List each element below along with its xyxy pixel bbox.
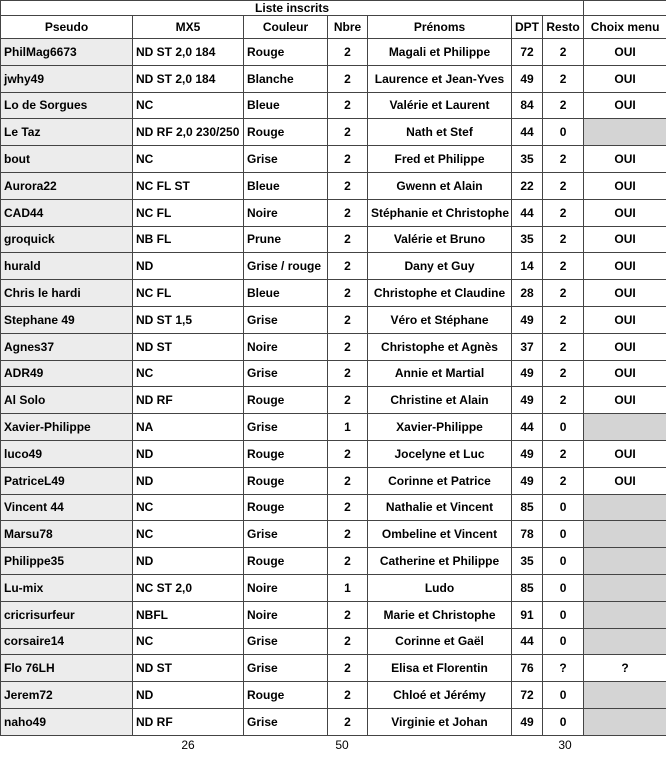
cell-nbre[interactable]: 2 [328,387,368,414]
table-row [1,360,666,387]
cell-dpt[interactable]: 84 [512,92,543,119]
table-row [1,280,666,307]
cell-choix-menu[interactable] [584,628,666,655]
cell-prenoms[interactable]: Annie et Martial [368,360,512,387]
table-row [1,682,666,709]
cell-dpt[interactable]: 44 [512,199,543,226]
cell-dpt[interactable]: 72 [512,39,543,66]
cell-dpt[interactable]: 49 [512,360,543,387]
cell-prenoms[interactable]: Corinne et Patrice [368,467,512,494]
table-body [1,39,666,736]
cell-choix-menu[interactable]: OUI [584,39,666,66]
cell-resto[interactable]: 2 [543,387,584,414]
cell-pseudo[interactable]: luco49 [1,440,133,467]
cell-dpt[interactable]: 49 [512,306,543,333]
cell-resto[interactable]: 0 [543,574,584,601]
cell-couleur[interactable]: Noire [244,199,328,226]
cell-dpt[interactable]: 85 [512,494,543,521]
cell-nbre[interactable]: 2 [328,280,368,307]
cell-dpt[interactable]: 49 [512,387,543,414]
cell-mx5[interactable]: ND [133,253,244,280]
cell-prenoms[interactable]: Valérie et Bruno [368,226,512,253]
cell-couleur[interactable]: Rouge [244,548,328,575]
cell-mx5[interactable]: ND [133,548,244,575]
cell-pseudo[interactable]: naho49 [1,708,133,735]
cell-dpt[interactable]: 44 [512,119,543,146]
cell-dpt[interactable]: 35 [512,146,543,173]
cell-nbre[interactable]: 2 [328,360,368,387]
cell-nbre[interactable]: 2 [328,253,368,280]
header-couleur: Couleur [244,16,328,39]
cell-dpt[interactable]: 78 [512,521,543,548]
cell-couleur[interactable]: Grise [244,306,328,333]
cell-dpt[interactable]: 35 [512,548,543,575]
cell-nbre[interactable]: 2 [328,467,368,494]
cell-mx5[interactable]: ND RF [133,708,244,735]
cell-couleur[interactable]: Grise [244,655,328,682]
cell-couleur[interactable]: Bleue [244,172,328,199]
title-blank-cell [584,1,666,16]
cell-pseudo[interactable]: Lo de Sorgues [1,92,133,119]
cell-couleur[interactable]: Grise [244,521,328,548]
cell-resto[interactable]: 2 [543,360,584,387]
cell-pseudo[interactable]: CAD44 [1,199,133,226]
cell-pseudo[interactable]: Jerem72 [1,682,133,709]
table-row [1,146,666,173]
cell-resto[interactable]: 2 [543,306,584,333]
cell-mx5[interactable]: NC [133,628,244,655]
cell-nbre[interactable]: 2 [328,682,368,709]
cell-prenoms[interactable]: Virginie et Johan [368,708,512,735]
cell-choix-menu[interactable]: OUI [584,65,666,92]
cell-nbre[interactable]: 2 [328,226,368,253]
cell-pseudo[interactable]: corsaire14 [1,628,133,655]
cell-couleur[interactable]: Rouge [244,39,328,66]
cell-couleur[interactable]: Rouge [244,119,328,146]
cell-pseudo[interactable]: ADR49 [1,360,133,387]
table-row [1,387,666,414]
cell-pseudo[interactable]: Le Taz [1,119,133,146]
cell-choix-menu[interactable]: OUI [584,333,666,360]
header-prenoms: Prénoms [368,16,512,39]
table-row [1,548,666,575]
cell-choix-menu[interactable]: OUI [584,280,666,307]
cell-mx5[interactable]: ND RF 2,0 230/250 [133,119,244,146]
cell-choix-menu[interactable]: OUI [584,306,666,333]
total-nbre: 50 [335,738,349,752]
cell-couleur[interactable]: Grise [244,360,328,387]
cell-dpt[interactable]: 44 [512,628,543,655]
table-row [1,628,666,655]
table-row [1,119,666,146]
cell-resto[interactable]: 2 [543,65,584,92]
title-row [1,1,666,16]
cell-dpt[interactable]: 72 [512,682,543,709]
cell-prenoms[interactable]: Chloé et Jérémy [368,682,512,709]
cell-pseudo[interactable]: PatriceL49 [1,467,133,494]
cell-pseudo[interactable]: cricrisurfeur [1,601,133,628]
cell-choix-menu[interactable]: OUI [584,360,666,387]
cell-prenoms[interactable]: Xavier-Philippe [368,414,512,441]
cell-nbre[interactable]: 2 [328,333,368,360]
cell-couleur[interactable]: Bleue [244,280,328,307]
table-row [1,253,666,280]
cell-nbre[interactable]: 2 [328,655,368,682]
cell-choix-menu[interactable]: OUI [584,226,666,253]
table-row [1,333,666,360]
cell-nbre[interactable]: 2 [328,199,368,226]
cell-mx5[interactable]: NC ST 2,0 [133,574,244,601]
cell-resto[interactable]: 0 [543,682,584,709]
cell-pseudo[interactable]: Agnes37 [1,333,133,360]
cell-choix-menu[interactable]: OUI [584,467,666,494]
cell-nbre[interactable]: 2 [328,440,368,467]
cell-pseudo[interactable]: jwhy49 [1,65,133,92]
cell-couleur[interactable]: Bleue [244,92,328,119]
cell-prenoms[interactable]: Véro et Stéphane [368,306,512,333]
cell-couleur[interactable]: Rouge [244,682,328,709]
cell-nbre[interactable]: 2 [328,548,368,575]
header-nbre: Nbre [328,16,368,39]
cell-prenoms[interactable]: Stéphanie et Christophe [368,199,512,226]
cell-pseudo[interactable]: Flo 76LH [1,655,133,682]
cell-choix-menu[interactable]: ? [584,655,666,682]
cell-prenoms[interactable]: Corinne et Gaël [368,628,512,655]
cell-resto[interactable]: 2 [543,440,584,467]
cell-mx5[interactable]: NC FL [133,280,244,307]
header-mx5: MX5 [133,16,244,39]
cell-couleur[interactable]: Rouge [244,494,328,521]
cell-resto[interactable]: 0 [543,708,584,735]
cell-mx5[interactable]: ND [133,682,244,709]
table-row [1,226,666,253]
cell-couleur[interactable]: Noire [244,333,328,360]
cell-nbre[interactable]: 1 [328,574,368,601]
cell-nbre[interactable]: 2 [328,39,368,66]
totals-row [0,738,666,752]
cell-dpt[interactable]: 49 [512,440,543,467]
cell-mx5[interactable]: ND RF [133,387,244,414]
cell-nbre[interactable]: 2 [328,172,368,199]
table-row [1,440,666,467]
header-row [1,16,666,39]
cell-mx5[interactable]: NC FL [133,199,244,226]
cell-pseudo[interactable]: Al Solo [1,387,133,414]
cell-prenoms[interactable]: Laurence et Jean-Yves [368,65,512,92]
cell-prenoms[interactable]: Magali et Philippe [368,39,512,66]
cell-pseudo[interactable]: bout [1,146,133,173]
cell-choix-menu[interactable]: OUI [584,199,666,226]
cell-mx5[interactable]: NC FL ST [133,172,244,199]
cell-choix-menu[interactable] [584,119,666,146]
cell-prenoms[interactable]: Ludo [368,574,512,601]
cell-mx5[interactable]: NA [133,414,244,441]
cell-prenoms[interactable]: Gwenn et Alain [368,172,512,199]
cell-mx5[interactable]: NC [133,494,244,521]
cell-nbre[interactable]: 1 [328,414,368,441]
cell-mx5[interactable]: ND ST [133,333,244,360]
cell-nbre[interactable]: 2 [328,494,368,521]
table-row [1,306,666,333]
cell-prenoms[interactable]: Valérie et Laurent [368,92,512,119]
cell-pseudo[interactable]: Xavier-Philippe [1,414,133,441]
table-row [1,199,666,226]
cell-couleur[interactable]: Grise [244,146,328,173]
table-row [1,601,666,628]
cell-dpt[interactable]: 22 [512,172,543,199]
cell-resto[interactable]: 0 [543,548,584,575]
cell-dpt[interactable]: 76 [512,655,543,682]
cell-dpt[interactable]: 14 [512,253,543,280]
cell-nbre[interactable]: 2 [328,65,368,92]
cell-choix-menu[interactable]: OUI [584,146,666,173]
cell-dpt[interactable]: 28 [512,280,543,307]
cell-resto[interactable]: 0 [543,414,584,441]
cell-prenoms[interactable]: Elisa et Florentin [368,655,512,682]
cell-pseudo[interactable]: groquick [1,226,133,253]
cell-mx5[interactable]: NC [133,146,244,173]
cell-pseudo[interactable]: Chris le hardi [1,280,133,307]
cell-resto[interactable]: 0 [543,119,584,146]
header-pseudo: Pseudo [1,16,133,39]
cell-mx5[interactable]: NBFL [133,601,244,628]
table-row [1,708,666,735]
cell-pseudo[interactable]: Vincent 44 [1,494,133,521]
cell-dpt[interactable]: 49 [512,467,543,494]
cell-dpt[interactable]: 35 [512,226,543,253]
sheet-title: Liste inscrits [1,1,584,16]
cell-nbre[interactable]: 2 [328,601,368,628]
cell-pseudo[interactable]: Stephane 49 [1,306,133,333]
cell-prenoms[interactable]: Nathalie et Vincent [368,494,512,521]
cell-choix-menu[interactable] [584,574,666,601]
cell-choix-menu[interactable]: OUI [584,92,666,119]
cell-resto[interactable]: 2 [543,226,584,253]
cell-choix-menu[interactable]: OUI [584,172,666,199]
cell-couleur[interactable]: Rouge [244,467,328,494]
cell-choix-menu[interactable]: OUI [584,440,666,467]
cell-mx5[interactable]: ND [133,440,244,467]
cell-nbre[interactable]: 2 [328,306,368,333]
cell-nbre[interactable]: 2 [328,119,368,146]
cell-prenoms[interactable]: Fred et Philippe [368,146,512,173]
table-row [1,172,666,199]
cell-nbre[interactable]: 2 [328,92,368,119]
cell-resto[interactable]: 2 [543,280,584,307]
cell-resto[interactable]: 2 [543,333,584,360]
cell-prenoms[interactable]: Dany et Guy [368,253,512,280]
cell-mx5[interactable]: ND ST [133,655,244,682]
table-row [1,521,666,548]
cell-prenoms[interactable]: Marie et Christophe [368,601,512,628]
cell-resto[interactable]: 0 [543,628,584,655]
total-resto: 30 [558,738,572,752]
cell-choix-menu[interactable] [584,414,666,441]
cell-nbre[interactable]: 2 [328,521,368,548]
cell-mx5[interactable]: NC [133,360,244,387]
cell-resto[interactable]: 2 [543,39,584,66]
cell-choix-menu[interactable]: OUI [584,253,666,280]
cell-couleur[interactable]: Noire [244,601,328,628]
cell-choix-menu[interactable] [584,521,666,548]
cell-choix-menu[interactable] [584,682,666,709]
cell-dpt[interactable]: 91 [512,601,543,628]
cell-choix-menu[interactable]: OUI [584,387,666,414]
table-row [1,655,666,682]
table-row [1,92,666,119]
header-choix-menu: Choix menu [584,16,666,39]
cell-mx5[interactable]: ND ST 2,0 184 [133,39,244,66]
header-dpt: DPT [512,16,543,39]
cell-prenoms[interactable]: Christine et Alain [368,387,512,414]
cell-prenoms[interactable]: Christophe et Agnès [368,333,512,360]
cell-pseudo[interactable]: Marsu78 [1,521,133,548]
cell-couleur[interactable]: Prune [244,226,328,253]
cell-resto[interactable]: 0 [543,521,584,548]
cell-prenoms[interactable]: Ombeline et Vincent [368,521,512,548]
cell-resto[interactable]: 2 [543,199,584,226]
cell-mx5[interactable]: NC [133,521,244,548]
cell-resto[interactable]: 2 [543,92,584,119]
table-row [1,39,666,66]
cell-nbre[interactable]: 2 [328,628,368,655]
cell-choix-menu[interactable] [584,494,666,521]
cell-resto[interactable]: 2 [543,172,584,199]
cell-dpt[interactable]: 49 [512,708,543,735]
table-row [1,414,666,441]
cell-couleur[interactable]: Blanche [244,65,328,92]
cell-pseudo[interactable]: Aurora22 [1,172,133,199]
cell-choix-menu[interactable] [584,548,666,575]
cell-pseudo[interactable]: Philippe35 [1,548,133,575]
cell-couleur[interactable]: Rouge [244,440,328,467]
cell-pseudo[interactable]: hurald [1,253,133,280]
cell-couleur[interactable]: Grise [244,708,328,735]
cell-couleur[interactable]: Grise / rouge [244,253,328,280]
cell-prenoms[interactable]: Christophe et Claudine [368,280,512,307]
total-mx5: 26 [181,738,195,752]
cell-resto[interactable]: 2 [543,253,584,280]
cell-couleur[interactable]: Noire [244,574,328,601]
cell-dpt[interactable]: 49 [512,65,543,92]
cell-choix-menu[interactable] [584,601,666,628]
cell-prenoms[interactable]: Nath et Stef [368,119,512,146]
cell-pseudo[interactable]: PhilMag6673 [1,39,133,66]
cell-nbre[interactable]: 2 [328,708,368,735]
cell-resto[interactable]: 2 [543,146,584,173]
cell-mx5[interactable]: ND ST 2,0 184 [133,65,244,92]
cell-mx5[interactable]: NB FL [133,226,244,253]
cell-dpt[interactable]: 37 [512,333,543,360]
cell-resto[interactable]: 2 [543,467,584,494]
cell-nbre[interactable]: 2 [328,146,368,173]
cell-mx5[interactable]: ND [133,467,244,494]
table-row [1,494,666,521]
cell-resto[interactable]: 0 [543,601,584,628]
cell-couleur[interactable]: Grise [244,628,328,655]
table-row [1,467,666,494]
cell-dpt[interactable]: 85 [512,574,543,601]
cell-prenoms[interactable]: Catherine et Philippe [368,548,512,575]
cell-choix-menu[interactable] [584,708,666,735]
table-row [1,574,666,601]
cell-mx5[interactable]: NC [133,92,244,119]
cell-couleur[interactable]: Rouge [244,387,328,414]
cell-couleur[interactable]: Grise [244,414,328,441]
header-resto: Resto [543,16,584,39]
cell-resto[interactable]: ? [543,655,584,682]
cell-resto[interactable]: 0 [543,494,584,521]
table-row [1,65,666,92]
cell-prenoms[interactable]: Jocelyne et Luc [368,440,512,467]
cell-pseudo[interactable]: Lu-mix [1,574,133,601]
cell-mx5[interactable]: ND ST 1,5 [133,306,244,333]
cell-dpt[interactable]: 44 [512,414,543,441]
